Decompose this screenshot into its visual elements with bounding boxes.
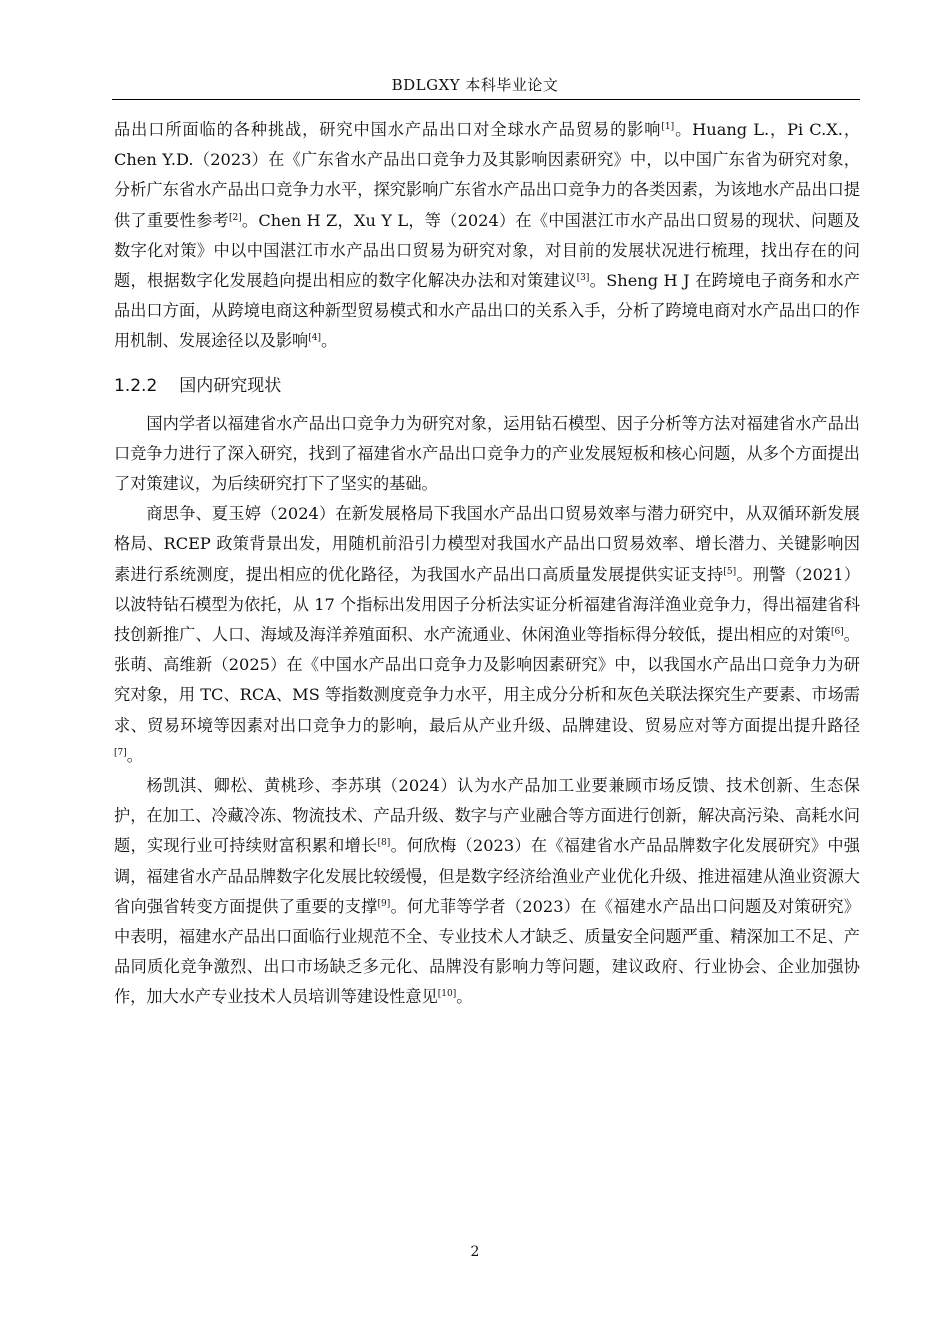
text-run: 。Chen H Z，Xu Y L，等（2024）在《中国湛江市水产品出口贸易的现状、问题及数字化对策》中以中国湛江市水产品出口贸易为研究对象，对目前的发展状况进行梳理，找出存在的问题，根据数字化发展趋向提出相应的数字化解决办法和对策建议 <box>114 210 861 291</box>
header-rule <box>112 99 860 100</box>
citation-ref: [4] <box>308 333 321 344</box>
text-run: 。何尤菲等学者（2023）在《福建水产品出口问题及对策研究》中表明，福建水产品出口面临行业规范不全、专业技术人才缺乏、质量安全问题严重、精深加工不足、产品同质化竞争激烈、出口市场缺乏多元化、品牌没有影响力等问题，建议政府、行业协会、企业加强协作，加大水产专业技术人员培训等建设性意见 <box>114 896 860 1007</box>
body-paragraph <box>114 499 860 771</box>
text-run: 商思争、夏玉婷（2024）在新发展格局下我国水产品出口贸易效率与潜力研究中，从双循环新发展格局、RCEP 政策背景出发，用随机前沿引力模型对我国水产品出口贸易效率、增长潜力、关键影响因素进行系统测度，提出相应的优化路径，为我国水产品出口高质量发展提供实证支持 <box>114 504 860 584</box>
text-run: 。 <box>456 987 473 1007</box>
text-run: 。Sheng H J 在跨境电子商务和水产品出口方面，从跨境电商这种新型贸易模式和水产品出口的关系入手，分析了跨境电商对水产品出口的作用机制、发展途径以及影响 <box>114 271 860 351</box>
text-run: 。Huang L.，Pi C.X.，Chen Y.D.（2023）在《广东省水产品出口竞争力及其影响因素研究》中，以中国广东省为研究对象，分析广东省水产品出口竞争力水平，探究影响广东省水产品出口竞争力的各类因素，为该地水产品出口提供了重要性参考 <box>114 120 861 230</box>
citation-ref: [9] <box>377 898 391 909</box>
citation-ref: [1] <box>661 122 675 132</box>
running-header: BDLGXY 本科毕业论文 <box>391 76 559 94</box>
text-run: 杨凯淇、卿松、黄桃珍、李苏琪（2024）认为水产品加工业要兼顾市场反馈、技术创新、生态保护，在加工、冷藏冷冻、物流技术、产品升级、数字与产业融合等方面进行创新，解决高污染、高耗水问题，实现行业可持续财富积累和增长 <box>114 776 860 856</box>
text-run: 。刑警（2021）以波特钻石模型为依托，从 17 个指标出发用因子分析法实证分析福建省海洋渔业竞争力，得出福建省科技创新推广、人口、海域及海洋养殖面积、水产流通业、休闲渔业等指标得分较低，提出相应的对策 <box>114 564 861 645</box>
body-paragraph <box>114 409 860 500</box>
citation-ref: [2] <box>228 212 242 223</box>
text-run: 品出口所面临的各种挑战，研究中国水产品出口对全球水产品贸易的影响 <box>114 120 662 139</box>
citation-ref: [3] <box>576 273 590 284</box>
text-run: 。何欣梅（2023）在《福建省水产品品牌数字化发展研究》中强调，福建省水产品品牌数字化发展比较缓慢，但是数字经济给渔业产业优化升级、推进福建从渔业资源大省向强省转变方面提供了重要的支撑 <box>114 836 860 916</box>
page-body <box>114 115 860 1013</box>
body-paragraph <box>114 771 860 1013</box>
section-number: 1.2.2 <box>114 375 158 396</box>
citation-ref: [5] <box>723 566 737 577</box>
citation-ref: [6] <box>830 627 844 638</box>
citation-ref: [8] <box>377 838 391 849</box>
text-run: 。 <box>321 331 338 351</box>
citation-ref: [7] <box>114 747 127 758</box>
section-title: 国内研究现状 <box>179 375 282 396</box>
body-paragraph <box>114 115 860 357</box>
page-number: 2 <box>470 1244 480 1260</box>
section-heading <box>114 371 860 401</box>
citation-ref: [10] <box>437 989 457 1000</box>
text-run: 。 <box>126 745 143 765</box>
text-run: 国内学者以福建省水产品出口竞争力为研究对象，运用钻石模型、因子分析等方法对福建省水产品出口竞争力进行了深入研究，找到了福建省水产品出口竞争力的产业发展短板和核心问题，从多个方面提出了对策建议，为后续研究打下了坚实的基础。 <box>114 413 860 494</box>
text-run: 。张萌、高维新（2025）在《中国水产品出口竞争力及影响因素研究》中，以我国水产品出口竞争力为研究对象，用 TC、RCA、MS 等指数测度竞争力水平，用主成分分析和灰色关联法探究生产要素、市场需求、贸易环境等因素对出口竞争力的影响，最后从产业升级、品牌建设、贸易应对等方面提出提升路径 <box>114 625 860 735</box>
